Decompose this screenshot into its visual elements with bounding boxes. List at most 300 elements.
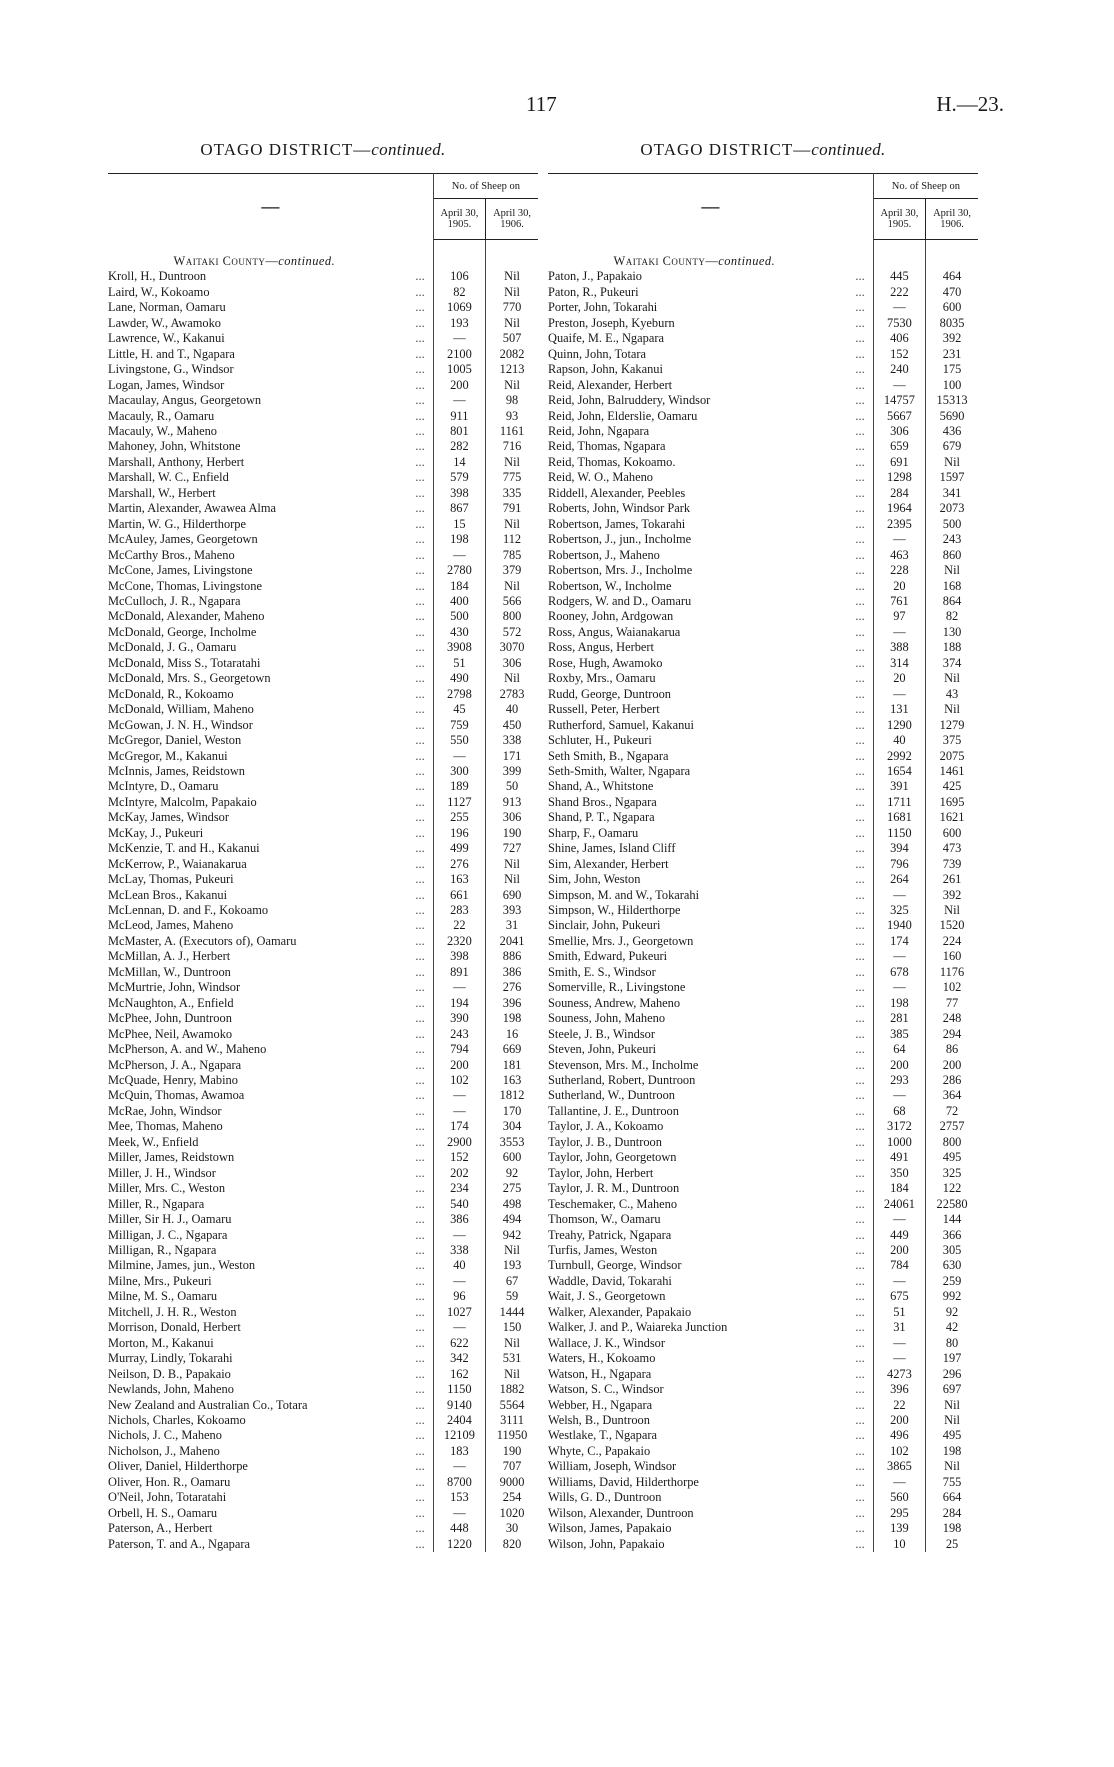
sheep-1906: Nil — [486, 579, 538, 594]
sheep-1905: 184 — [873, 1181, 925, 1196]
owner-name: McGregor, M., Kakanui ... — [108, 749, 433, 764]
sheep-1906: 198 — [926, 1444, 978, 1459]
owner-name: McPherson, A. and W., Maheno ... — [108, 1042, 433, 1057]
right-column-title — [548, 140, 978, 160]
table-row — [108, 1166, 538, 1181]
sheep-1906: 864 — [926, 594, 978, 609]
sheep-1906: 364 — [926, 1088, 978, 1103]
owner-name: Miller, R., Ngapara ... — [108, 1197, 433, 1212]
sheep-1906: 25 — [926, 1537, 978, 1552]
sheep-1905: 51 — [433, 656, 485, 671]
sheep-1906: 163 — [486, 1073, 538, 1088]
owner-name: Smellie, Mrs. J., Georgetown ... — [548, 934, 873, 949]
sheep-1905: 24061 — [873, 1197, 925, 1212]
sheep-1906: 800 — [486, 609, 538, 624]
table-row — [548, 640, 978, 655]
right-header-group: No. of Sheep on — [873, 174, 978, 199]
table-row — [108, 1011, 538, 1026]
owner-name: Lane, Norman, Oamaru ... — [108, 300, 433, 315]
sheep-1906: 600 — [486, 1150, 538, 1165]
sheep-1905: 314 — [873, 656, 925, 671]
table-row — [548, 1398, 978, 1413]
table-row — [548, 857, 978, 872]
sheep-1906: 1597 — [926, 470, 978, 485]
table-row — [548, 934, 978, 949]
table-row — [108, 1490, 538, 1505]
owner-name: Rapson, John, Kakanui ... — [548, 362, 873, 377]
sheep-1905: 675 — [873, 1289, 925, 1304]
table-row — [108, 1367, 538, 1382]
table-row — [108, 1197, 538, 1212]
owner-name: Riddell, Alexander, Peebles ... — [548, 486, 873, 501]
table-row — [108, 563, 538, 578]
sheep-1906: 67 — [486, 1274, 538, 1289]
sheep-1905: 9140 — [433, 1398, 485, 1413]
owner-name: McIntyre, Malcolm, Papakaio ... — [108, 795, 433, 810]
sheep-1906: Nil — [926, 1413, 978, 1428]
owner-name: Quinn, John, Totara ... — [548, 347, 873, 362]
sheep-1905: 102 — [873, 1444, 925, 1459]
table-row — [108, 872, 538, 887]
sheep-1905: — — [873, 1274, 925, 1289]
sheep-1905: — — [433, 1506, 485, 1521]
table-row — [108, 331, 538, 346]
sheep-1905: 20 — [873, 671, 925, 686]
right-header-1905: April 30, 1905. — [873, 199, 925, 240]
table-row — [108, 1243, 538, 1258]
table-row — [548, 331, 978, 346]
table-row — [548, 1351, 978, 1366]
sheep-1906: 785 — [486, 548, 538, 563]
table-row — [548, 1258, 978, 1273]
table-row — [548, 1119, 978, 1134]
sheep-1906: 50 — [486, 779, 538, 794]
sheep-1905: 198 — [433, 532, 485, 547]
sheep-1906: 399 — [486, 764, 538, 779]
sheep-1905: 622 — [433, 1336, 485, 1351]
table-row — [548, 702, 978, 717]
sheep-1906: Nil — [926, 903, 978, 918]
owner-name: McCulloch, J. R., Ngapara ... — [108, 594, 433, 609]
owner-name: Rudd, George, Duntroon ... — [548, 687, 873, 702]
sheep-1906: 112 — [486, 532, 538, 547]
sheep-1906: 679 — [926, 439, 978, 454]
table-row — [108, 300, 538, 315]
owner-name: Wills, G. D., Duntroon ... — [548, 1490, 873, 1505]
sheep-1905: 202 — [433, 1166, 485, 1181]
owner-name: Turfis, James, Weston ... — [548, 1243, 873, 1258]
sheep-1905: 1069 — [433, 300, 485, 315]
table-row — [548, 579, 978, 594]
owner-name: Milne, M. S., Oamaru ... — [108, 1289, 433, 1304]
sheep-1906: 2082 — [486, 347, 538, 362]
sheep-1905: 1150 — [873, 826, 925, 841]
sheep-1906: Nil — [486, 316, 538, 331]
table-row — [108, 1475, 538, 1490]
sheep-1906: 507 — [486, 331, 538, 346]
sheep-1906: 122 — [926, 1181, 978, 1196]
sheep-1905: 300 — [433, 764, 485, 779]
table-row — [548, 872, 978, 887]
owner-name: Smith, E. S., Windsor ... — [548, 965, 873, 980]
sheep-1905: 3908 — [433, 640, 485, 655]
sheep-1905: — — [873, 625, 925, 640]
sheep-1906: 190 — [486, 1444, 538, 1459]
owner-name: Simpson, M. and W., Tokarahi ... — [548, 888, 873, 903]
sheep-1906: 150 — [486, 1320, 538, 1335]
table-row — [108, 1398, 538, 1413]
owner-name: Reid, John, Balruddery, Windsor ... — [548, 393, 873, 408]
sheep-1905: 448 — [433, 1521, 485, 1536]
sheep-1906: 93 — [486, 409, 538, 424]
owner-name: Rose, Hugh, Awamoko ... — [548, 656, 873, 671]
table-row — [548, 1011, 978, 1026]
table-row — [108, 486, 538, 501]
sheep-1906: 1461 — [926, 764, 978, 779]
sheep-1905: — — [433, 1459, 485, 1474]
table-row — [108, 439, 538, 454]
owner-name: Oliver, Daniel, Hilderthorpe ... — [108, 1459, 433, 1474]
sheep-1906: 72 — [926, 1104, 978, 1119]
table-row — [108, 1258, 538, 1273]
owner-name: Robertson, James, Tokarahi ... — [548, 517, 873, 532]
sheep-1906: 775 — [486, 470, 538, 485]
owner-name: Meek, W., Enfield ... — [108, 1135, 433, 1150]
owner-name: Taylor, J. B., Duntroon ... — [548, 1135, 873, 1150]
sheep-1905: 1940 — [873, 918, 925, 933]
sheep-1905: 867 — [433, 501, 485, 516]
table-row — [548, 718, 978, 733]
sheep-1906: 494 — [486, 1212, 538, 1227]
owner-name: Thomson, W., Oamaru ... — [548, 1212, 873, 1227]
sheep-1906: 190 — [486, 826, 538, 841]
owner-name: Milmine, James, jun., Weston ... — [108, 1258, 433, 1273]
sheep-1906: 770 — [486, 300, 538, 315]
left-header-1906: April 30, 1906. — [486, 199, 538, 240]
table-row — [108, 810, 538, 825]
sheep-1905: 391 — [873, 779, 925, 794]
sheep-1905: 196 — [433, 826, 485, 841]
owner-name: Watson, S. C., Windsor ... — [548, 1382, 873, 1397]
table-row — [548, 1197, 978, 1212]
table-row — [108, 378, 538, 393]
sheep-1906: 5564 — [486, 1398, 538, 1413]
sheep-1905: 40 — [873, 733, 925, 748]
sheep-1906: 500 — [926, 517, 978, 532]
right-sheep-table — [548, 173, 978, 1552]
table-row — [108, 918, 538, 933]
sheep-1906: Nil — [486, 1336, 538, 1351]
sheep-1906: 3553 — [486, 1135, 538, 1150]
table-row — [108, 687, 538, 702]
sheep-1905: 499 — [433, 841, 485, 856]
table-row — [548, 609, 978, 624]
sheep-1905: 1681 — [873, 810, 925, 825]
table-row — [548, 1243, 978, 1258]
table-row — [108, 501, 538, 516]
owner-name: Logan, James, Windsor ... — [108, 378, 433, 393]
sheep-1905: — — [433, 1228, 485, 1243]
sheep-1906: 791 — [486, 501, 538, 516]
owner-name: Nicholson, J., Maheno ... — [108, 1444, 433, 1459]
sheep-1905: 342 — [433, 1351, 485, 1366]
owner-name: Miller, Sir H. J., Oamaru ... — [108, 1212, 433, 1227]
owner-name: McAuley, James, Georgetown ... — [108, 532, 433, 547]
sheep-1906: 98 — [486, 393, 538, 408]
left-column-title — [108, 140, 538, 160]
table-row — [548, 378, 978, 393]
owner-name: McMillan, W., Duntroon ... — [108, 965, 433, 980]
sheep-1905: 390 — [433, 1011, 485, 1026]
table-row — [108, 1382, 538, 1397]
sheep-1905: 163 — [433, 872, 485, 887]
owner-name: Williams, David, Hilderthorpe ... — [548, 1475, 873, 1490]
owner-name: Walker, J. and P., Waiareka Junction ... — [548, 1320, 873, 1335]
sheep-1905: 3865 — [873, 1459, 925, 1474]
table-row — [548, 501, 978, 516]
table-row — [108, 470, 538, 485]
table-row — [548, 285, 978, 300]
table-row — [108, 548, 538, 563]
right-title-continued: continued. — [811, 140, 886, 159]
table-row — [108, 393, 538, 408]
sheep-1905: 293 — [873, 1073, 925, 1088]
sheep-1906: 913 — [486, 795, 538, 810]
sheep-1905: 490 — [433, 671, 485, 686]
sheep-1905: 153 — [433, 1490, 485, 1505]
sheep-1906: 30 — [486, 1521, 538, 1536]
sheep-1906: 727 — [486, 841, 538, 856]
sheep-1906: 42 — [926, 1320, 978, 1335]
sheep-1906: Nil — [926, 1398, 978, 1413]
sheep-1905: 152 — [873, 347, 925, 362]
table-row — [108, 269, 538, 284]
owner-name: Preston, Joseph, Kyeburn ... — [548, 316, 873, 331]
owner-name: Miller, Mrs. C., Weston ... — [108, 1181, 433, 1196]
table-row — [108, 671, 538, 686]
owner-name: Marshall, Anthony, Herbert ... — [108, 455, 433, 470]
sheep-1906: 572 — [486, 625, 538, 640]
table-row — [108, 424, 538, 439]
sheep-1906: 1279 — [926, 718, 978, 733]
sheep-1906: 3111 — [486, 1413, 538, 1428]
sheep-1905: 45 — [433, 702, 485, 717]
sheep-1906: 197 — [926, 1351, 978, 1366]
table-row — [548, 1042, 978, 1057]
owner-name: Waters, H., Kokoamo ... — [548, 1351, 873, 1366]
sheep-1905: 560 — [873, 1490, 925, 1505]
table-row — [548, 1289, 978, 1304]
table-row — [548, 1521, 978, 1536]
table-row — [548, 795, 978, 810]
owner-name: Miller, J. H., Windsor ... — [108, 1166, 433, 1181]
sheep-1905: 350 — [873, 1166, 925, 1181]
owner-name: McKerrow, P., Waianakarua ... — [108, 857, 433, 872]
table-row — [548, 347, 978, 362]
owner-name: William, Joseph, Windsor ... — [548, 1459, 873, 1474]
sheep-1905: 338 — [433, 1243, 485, 1258]
table-row — [108, 1428, 538, 1443]
sheep-1905: 20 — [873, 579, 925, 594]
sheep-1906: 11950 — [486, 1428, 538, 1443]
sheep-1905: 295 — [873, 1506, 925, 1521]
sheep-1906: 170 — [486, 1104, 538, 1119]
table-row — [548, 1490, 978, 1505]
sheep-1906: 82 — [926, 609, 978, 624]
sheep-1905: — — [873, 888, 925, 903]
table-row — [548, 1027, 978, 1042]
sheep-1906: 600 — [926, 300, 978, 315]
owner-name: Taylor, J. R. M., Duntroon ... — [548, 1181, 873, 1196]
sheep-1905: 1711 — [873, 795, 925, 810]
sheep-1905: — — [873, 949, 925, 964]
sheep-1906: 630 — [926, 1258, 978, 1273]
table-row — [548, 1212, 978, 1227]
sheep-1905: 96 — [433, 1289, 485, 1304]
sheep-1905: — — [433, 331, 485, 346]
sheep-1906: 8035 — [926, 316, 978, 331]
table-row — [108, 996, 538, 1011]
sheep-1905: 1220 — [433, 1537, 485, 1552]
sheep-1906: 224 — [926, 934, 978, 949]
table-row — [108, 609, 538, 624]
owner-name: McCarthy Bros., Maheno ... — [108, 548, 433, 563]
table-row — [548, 888, 978, 903]
table-row — [108, 733, 538, 748]
sheep-1906: 15313 — [926, 393, 978, 408]
sheep-1905: 183 — [433, 1444, 485, 1459]
table-row — [108, 517, 538, 532]
table-row — [548, 733, 978, 748]
sheep-1906: 59 — [486, 1289, 538, 1304]
sheep-1906: 304 — [486, 1119, 538, 1134]
owner-name: Steele, J. B., Windsor ... — [548, 1027, 873, 1042]
sheep-1905: 97 — [873, 609, 925, 624]
table-row — [108, 1459, 538, 1474]
sheep-1906: 171 — [486, 749, 538, 764]
sheep-1906: 77 — [926, 996, 978, 1011]
sheep-1905: 1000 — [873, 1135, 925, 1150]
sheep-1906: 470 — [926, 285, 978, 300]
sheep-1905: 406 — [873, 331, 925, 346]
sheep-1905: 2992 — [873, 749, 925, 764]
sheep-1906: Nil — [486, 1243, 538, 1258]
table-row — [108, 1181, 538, 1196]
owner-name: McMaster, A. (Executors of), Oamaru ... — [108, 934, 433, 949]
owner-name: Milne, Mrs., Pukeuri ... — [108, 1274, 433, 1289]
sheep-1905: 500 — [433, 609, 485, 624]
owner-name: Smith, Edward, Pukeuri ... — [548, 949, 873, 964]
sheep-1905: 911 — [433, 409, 485, 424]
owner-name: Turnbull, George, Windsor ... — [548, 1258, 873, 1273]
sheep-1906: 2073 — [926, 501, 978, 516]
sheep-1905: 102 — [433, 1073, 485, 1088]
sheep-1906: 284 — [926, 1506, 978, 1521]
sheep-1906: 130 — [926, 625, 978, 640]
sheep-1905: — — [873, 1351, 925, 1366]
sheep-1906: 160 — [926, 949, 978, 964]
sheep-1905: 400 — [433, 594, 485, 609]
sheep-1905: 659 — [873, 439, 925, 454]
sheep-1905: 14 — [433, 455, 485, 470]
table-row — [108, 640, 538, 655]
sheep-1905: 1298 — [873, 470, 925, 485]
left-header-group: No. of Sheep on — [433, 174, 538, 199]
table-row — [548, 1336, 978, 1351]
owner-name: Mee, Thomas, Maheno ... — [108, 1119, 433, 1134]
sheep-1905: 82 — [433, 285, 485, 300]
owner-name: Reid, Alexander, Herbert ... — [548, 378, 873, 393]
sheep-1906: 181 — [486, 1058, 538, 1073]
table-row — [548, 1537, 978, 1552]
owner-name: McLennan, D. and F., Kokoamo ... — [108, 903, 433, 918]
owner-name: McLeod, James, Maheno ... — [108, 918, 433, 933]
owner-name: Reid, Thomas, Kokoamo. ... — [548, 455, 873, 470]
owner-name: Milligan, R., Ngapara ... — [108, 1243, 433, 1258]
sheep-1905: 193 — [433, 316, 485, 331]
sheep-1905: — — [873, 378, 925, 393]
owner-name: McLay, Thomas, Pukeuri ... — [108, 872, 433, 887]
sheep-1906: 16 — [486, 1027, 538, 1042]
owner-name: McCone, James, Livingstone ... — [108, 563, 433, 578]
owner-name: Oliver, Hon. R., Oamaru ... — [108, 1475, 433, 1490]
sheep-1905: 1654 — [873, 764, 925, 779]
sheep-1906: 9000 — [486, 1475, 538, 1490]
sheep-1906: 188 — [926, 640, 978, 655]
table-row — [548, 1413, 978, 1428]
sheep-1905: 325 — [873, 903, 925, 918]
sheep-1905: 496 — [873, 1428, 925, 1443]
sheep-1905: 162 — [433, 1367, 485, 1382]
sheep-1906: 450 — [486, 718, 538, 733]
table-row — [548, 965, 978, 980]
sheep-1905: 234 — [433, 1181, 485, 1196]
table-row — [108, 1104, 538, 1119]
sheep-1905: 445 — [873, 269, 925, 284]
table-row — [548, 826, 978, 841]
table-row — [548, 594, 978, 609]
sheep-1905: 282 — [433, 439, 485, 454]
sheep-1905: 1150 — [433, 1382, 485, 1397]
right-header-owner: — — [548, 174, 873, 240]
table-row — [548, 362, 978, 377]
owner-name: McPhee, Neil, Awamoko ... — [108, 1027, 433, 1042]
sheep-1906: 664 — [926, 1490, 978, 1505]
sheep-1906: 697 — [926, 1382, 978, 1397]
sheep-1906: 5690 — [926, 409, 978, 424]
table-row — [548, 439, 978, 454]
sheep-1906: 3070 — [486, 640, 538, 655]
table-row — [548, 532, 978, 547]
sheep-1906: Nil — [486, 671, 538, 686]
sheep-1905: 1127 — [433, 795, 485, 810]
sheep-1906: 392 — [926, 331, 978, 346]
table-row — [548, 1475, 978, 1490]
sheep-1905: 579 — [433, 470, 485, 485]
owner-name: Rutherford, Samuel, Kakanui ... — [548, 718, 873, 733]
owner-name: Robertson, Mrs. J., Incholme ... — [548, 563, 873, 578]
table-row — [548, 1181, 978, 1196]
owner-name: Seth-Smith, Walter, Ngapara ... — [548, 764, 873, 779]
owner-name: McLean Bros., Kakanui ... — [108, 888, 433, 903]
table-row — [548, 1459, 978, 1474]
table-row — [548, 918, 978, 933]
table-row — [548, 903, 978, 918]
table-row — [108, 1537, 538, 1552]
sheep-1905: — — [873, 300, 925, 315]
owner-name: Sutherland, W., Duntroon ... — [548, 1088, 873, 1103]
sheep-1905: 463 — [873, 548, 925, 563]
